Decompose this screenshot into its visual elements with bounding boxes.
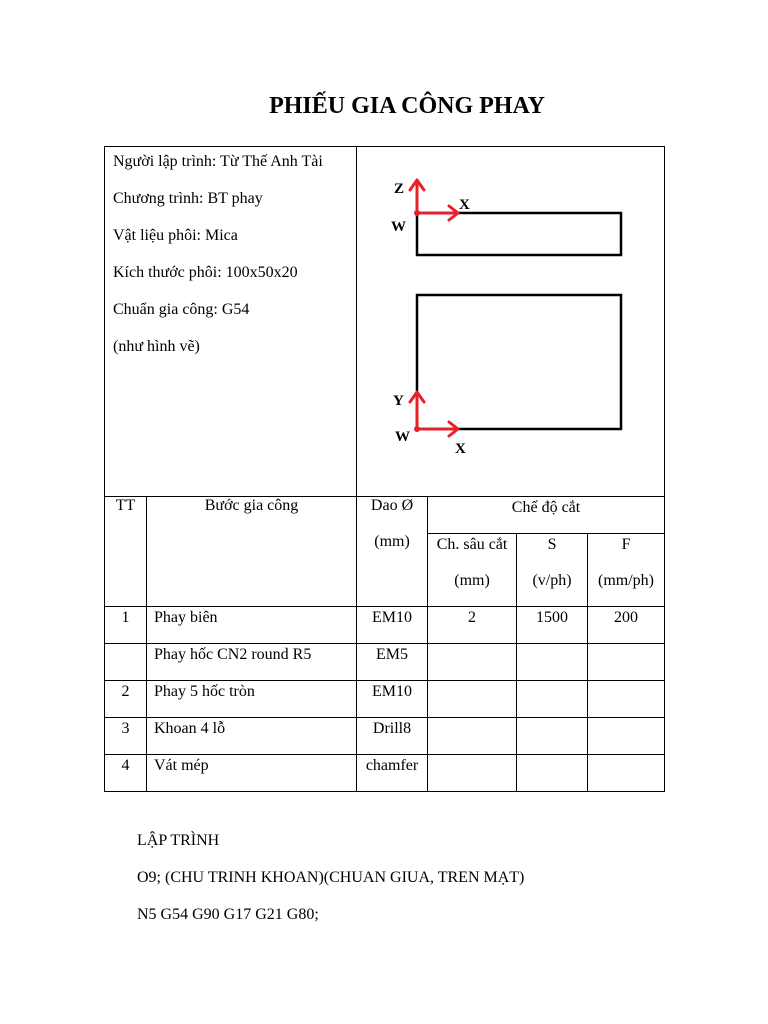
- program-line: N5 G54 G90 G17 G21 G80;: [137, 906, 319, 923]
- header-s-line2: (v/ph): [532, 572, 572, 590]
- programmer-text: Người lập trình: Từ Thế Anh Tài: [113, 153, 323, 170]
- plan-w-label: W: [395, 429, 411, 445]
- header-tool-line1: Dao Ø: [370, 497, 414, 514]
- workpiece-diagram: [357, 147, 663, 496]
- row-step: Vát mép: [154, 757, 209, 774]
- header-s: [517, 534, 588, 607]
- row-tt: 2: [121, 683, 130, 700]
- table-row: [105, 755, 665, 792]
- row-f: 200: [614, 609, 639, 626]
- header-cut-mode-label: Chế độ cắt: [511, 499, 581, 516]
- header-tt: TT: [105, 497, 147, 607]
- table-row: [105, 607, 665, 644]
- side-x-label: X: [459, 197, 470, 213]
- row-step: Phay hốc CN2 round R5: [154, 646, 312, 663]
- row-step: Phay 5 hốc tròn: [154, 683, 255, 700]
- plan-y-label: Y: [393, 393, 404, 409]
- row-tool: Drill8: [372, 720, 412, 737]
- header-f-line1: F: [621, 536, 631, 553]
- plan-x-label: X: [455, 441, 466, 457]
- datum-text: Chuẩn gia công: G54: [113, 301, 250, 318]
- page-title: PHIẾU GIA CÔNG PHAY: [269, 93, 545, 119]
- program-heading: LẬP TRÌNH: [137, 832, 220, 849]
- table-row: [105, 681, 665, 718]
- side-w-label: W: [391, 219, 407, 235]
- row-tool: EM10: [372, 609, 413, 626]
- workpiece-diagram-cell: [357, 147, 665, 497]
- row-tt: 3: [121, 720, 130, 737]
- row-s: 1500: [536, 609, 569, 626]
- row-tt: 4: [121, 757, 130, 774]
- machining-sheet-table: [104, 146, 665, 792]
- row-step: Khoan 4 lỗ: [154, 720, 226, 737]
- header-depth: [428, 534, 517, 607]
- header-depth-line2: (mm): [454, 572, 490, 590]
- side-view-rect: [417, 213, 621, 255]
- stock-size-text: Kích thước phôi: 100x50x20: [113, 264, 298, 281]
- header-tool-line2: (mm): [374, 533, 410, 551]
- table-row: [105, 644, 665, 681]
- header-f: [588, 534, 665, 607]
- header-s-line1: S: [547, 536, 557, 553]
- row-tool: chamfer: [365, 757, 419, 774]
- header-f-line2: (mm/ph): [598, 572, 655, 590]
- row-step: Phay biên: [154, 609, 218, 626]
- note-text: (như hình vẽ): [113, 338, 200, 355]
- side-z-label: Z: [394, 181, 405, 197]
- header-step: Bước gia công: [147, 497, 357, 607]
- program-line: O9; (CHU TRINH KHOAN)(CHUAN GIUA, TREN MẠT): [137, 869, 525, 886]
- header-tool: [357, 497, 428, 607]
- header-depth-line1: Ch. sâu cắt: [436, 536, 508, 553]
- header-cut-mode: [428, 497, 665, 534]
- material-text: Vật liệu phôi: Mica: [113, 227, 238, 244]
- row-tool: EM5: [376, 646, 409, 663]
- program-name-text: Chương trình: BT phay: [113, 190, 263, 207]
- table-row: [105, 718, 665, 755]
- job-info-cell: [105, 147, 357, 497]
- plan-view-rect: [417, 295, 621, 429]
- row-depth: 2: [468, 609, 477, 626]
- row-tool: EM10: [372, 683, 413, 700]
- row-tt: 1: [121, 609, 130, 626]
